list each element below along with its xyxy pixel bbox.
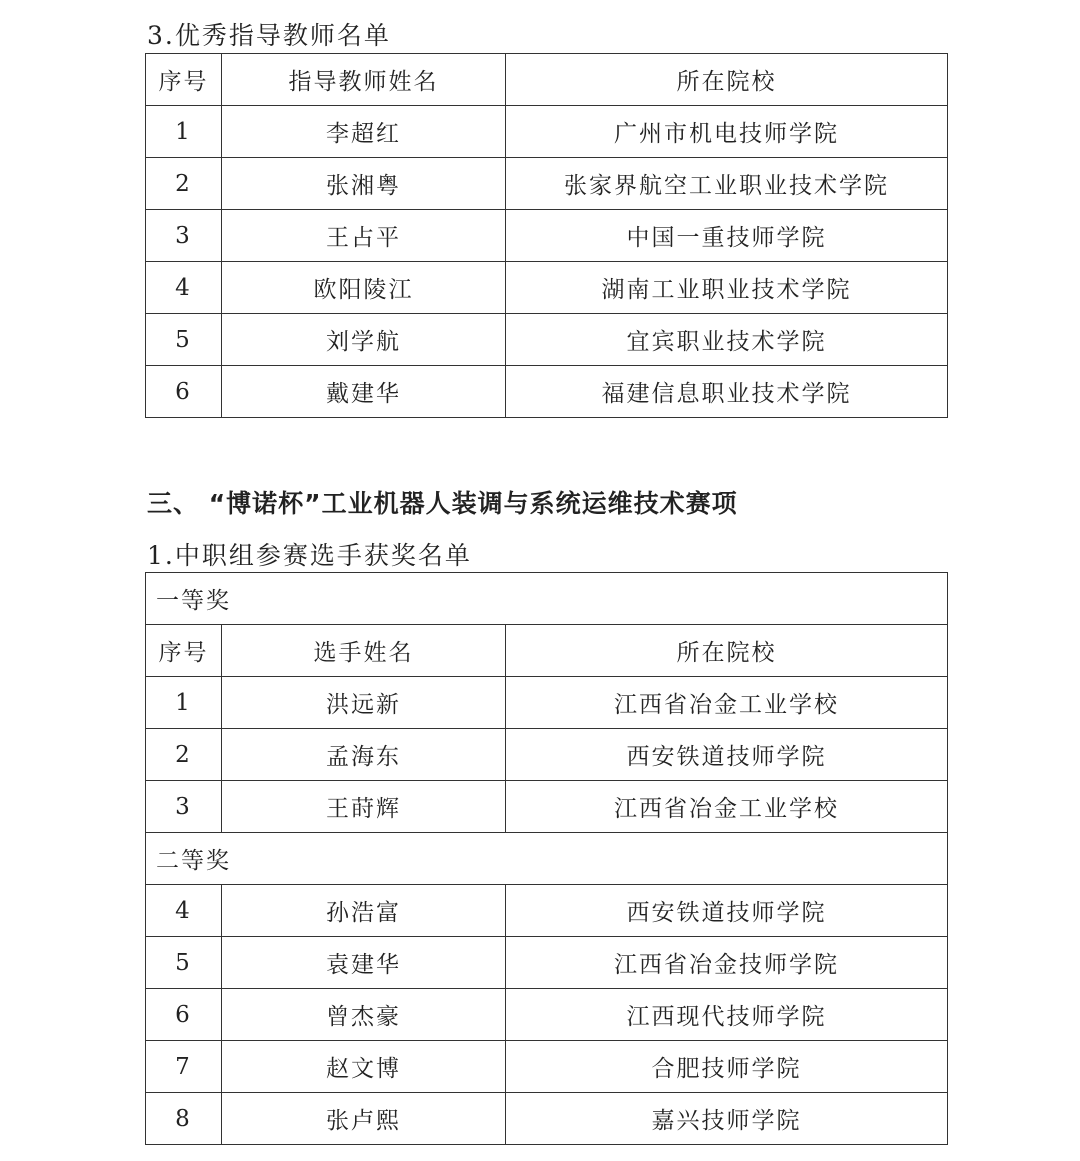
award-group-label: 一等奖: [146, 573, 948, 625]
cell-index: 6: [146, 989, 222, 1041]
cell-school: 广州市机电技师学院: [506, 106, 948, 158]
cell-school: 江西省冶金工业学校: [506, 781, 948, 833]
cell-school: 西安铁道技师学院: [506, 729, 948, 781]
cell-school: 江西现代技师学院: [506, 989, 948, 1041]
header-school: 所在院校: [506, 625, 948, 677]
table-row: [146, 937, 948, 989]
cell-name: 欧阳陵江: [222, 262, 506, 314]
cell-school: 湖南工业职业技术学院: [506, 262, 948, 314]
cell-name: 李超红: [222, 106, 506, 158]
cell-name: 赵文博: [222, 1041, 506, 1093]
header-school: 所在院校: [506, 54, 948, 106]
cell-index: 8: [146, 1093, 222, 1145]
award-group-label: 二等奖: [146, 833, 948, 885]
cell-index: 1: [146, 677, 222, 729]
cell-school: 嘉兴技师学院: [506, 1093, 948, 1145]
cell-school: 中国一重技师学院: [506, 210, 948, 262]
cell-index: 5: [146, 937, 222, 989]
header-student-name: 选手姓名: [222, 625, 506, 677]
header-index: 序号: [146, 54, 222, 106]
cell-index: 3: [146, 210, 222, 262]
students-section-heading: 1.中职组参赛选手获奖名单: [147, 541, 472, 570]
table-row: [146, 781, 948, 833]
cell-name: 孙浩富: [222, 885, 506, 937]
table-row: [146, 885, 948, 937]
cell-name: 王莳辉: [222, 781, 506, 833]
cell-index: 7: [146, 1041, 222, 1093]
table-row: [146, 677, 948, 729]
table-header-row: [146, 54, 948, 106]
table-row: [146, 1041, 948, 1093]
header-teacher-name: 指导教师姓名: [222, 54, 506, 106]
cell-name: 孟海东: [222, 729, 506, 781]
cell-name: 张卢熙: [222, 1093, 506, 1145]
cell-index: 4: [146, 262, 222, 314]
cell-school: 江西省冶金工业学校: [506, 677, 948, 729]
cell-school: 福建信息职业技术学院: [506, 366, 948, 418]
table-row: [146, 210, 948, 262]
students-table: [145, 572, 948, 1145]
cell-index: 3: [146, 781, 222, 833]
cell-name: 袁建华: [222, 937, 506, 989]
table-row: [146, 366, 948, 418]
cell-school: 西安铁道技师学院: [506, 885, 948, 937]
cell-school: 合肥技师学院: [506, 1041, 948, 1093]
cell-name: 王占平: [222, 210, 506, 262]
header-index: 序号: [146, 625, 222, 677]
table-header-row: [146, 625, 948, 677]
competition-section-title: 三、 “博诺杯”工业机器人装调与系统运维技术赛项: [147, 489, 738, 518]
teachers-table: [145, 53, 948, 418]
table-row: [146, 729, 948, 781]
award-group-row: [146, 573, 948, 625]
table-row: [146, 989, 948, 1041]
cell-index: 4: [146, 885, 222, 937]
table-row: [146, 1093, 948, 1145]
cell-school: 张家界航空工业职业技术学院: [506, 158, 948, 210]
cell-name: 曾杰豪: [222, 989, 506, 1041]
cell-name: 刘学航: [222, 314, 506, 366]
table-row: [146, 158, 948, 210]
table-row: [146, 262, 948, 314]
cell-index: 2: [146, 729, 222, 781]
cell-index: 1: [146, 106, 222, 158]
cell-school: 江西省冶金技师学院: [506, 937, 948, 989]
cell-school: 宜宾职业技术学院: [506, 314, 948, 366]
cell-name: 戴建华: [222, 366, 506, 418]
award-group-row: [146, 833, 948, 885]
teachers-section-heading: 3.优秀指导教师名单: [147, 21, 391, 50]
table-row: [146, 106, 948, 158]
cell-index: 2: [146, 158, 222, 210]
table-row: [146, 314, 948, 366]
cell-name: 洪远新: [222, 677, 506, 729]
cell-index: 5: [146, 314, 222, 366]
cell-name: 张湘粤: [222, 158, 506, 210]
cell-index: 6: [146, 366, 222, 418]
